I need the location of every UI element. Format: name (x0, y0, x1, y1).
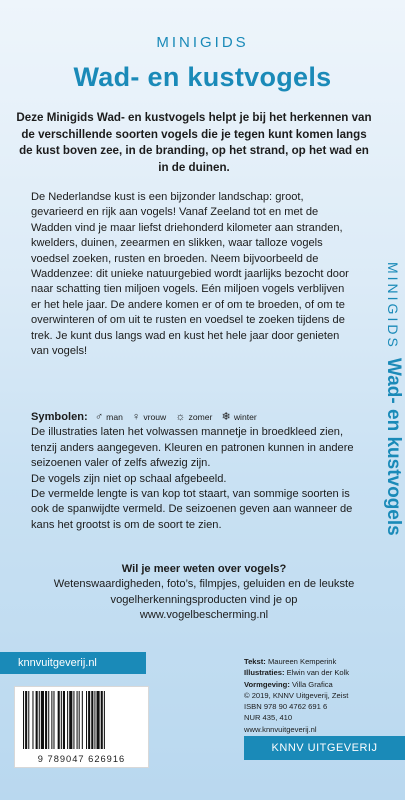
female-icon: ♀ (131, 411, 141, 423)
barcode-bar (53, 691, 54, 749)
barcode-bar (104, 691, 105, 749)
barcode-bar (97, 691, 100, 749)
credit-illustrations (244, 667, 404, 678)
barcode-bar (23, 691, 24, 749)
barcode-bar (82, 691, 83, 749)
barcode-bars (19, 691, 144, 751)
symbols-paragraph: De vogels zijn niet op schaal afgebeeld. (31, 472, 227, 485)
credit-design-label: Vormgeving: (244, 679, 290, 689)
barcode-bar (32, 691, 33, 749)
publisher-url-banner: knnvuitgeverij.nl (0, 652, 146, 674)
barcode-bar (45, 691, 47, 749)
barcode-bar (58, 691, 60, 749)
barcode (14, 686, 149, 768)
symbols-title: Symbolen: (31, 411, 88, 423)
book-title: Wad- en kustvogels (73, 62, 332, 92)
more-info-title: Wil je meer weten over vogels? (121, 563, 287, 575)
barcode-bar (51, 691, 52, 749)
symbols-paragraph: De illustraties laten het volwassen mannetje in broedkleed zien, tenzij anders aangegeven. Kleuren en patronen kunnen in andere seizoenen valer of zelfs afwezig zijn. (31, 426, 354, 470)
credit-copyright: © 2019, KNNV Uitgeverij, Zeist (244, 690, 349, 700)
barcode-bar (41, 691, 44, 749)
body-text (31, 190, 357, 359)
barcode-bar (28, 691, 29, 749)
credit-website: www.knnvuitgeverij.nl (244, 724, 317, 734)
barcode-bar (25, 691, 27, 749)
more-info-url: www.vogelbescherming.nl (139, 609, 269, 622)
series-label: MINIGIDS (156, 34, 249, 51)
symbols-paragraph: De vermelde lengte is van kop tot staart, van sommige soorten is ook de spanwijdte vermeld. De seizoenen geven aan wanneer de kans het grootst is om de soort te zien. (31, 488, 353, 531)
publisher-banner: KNNV UITGEVERIJ (244, 736, 405, 760)
barcode-bar (67, 691, 68, 749)
barcode-bar (73, 691, 74, 749)
snowflake-icon: ❄ (221, 411, 231, 423)
credit-design-value: Villa Grafica (291, 679, 333, 689)
more-info-section (14, 562, 394, 624)
body-paragraph: De Nederlandse kust is een bijzonder landschap: groot, gevarieerd en rijk aan vogels! Vanaf Zeeland tot en met de Wadden vind je maar liefst driehonderd kilometer aan stranden, kwelders, duinen, zeearmen en slikken, waar talloze vogels voedsel zoeken, rusten en broeden. Neem bijvoorbeeld de Waddenzee: dit unieke natuurgebied wordt jaarlijks bezocht door naar schatting tien miljoen vogels. Eén miljoen vogels verblijven er het hele jaar. De andere komen er of om te broeden, of om te overwinteren of om uit te rusten en voedsel te zoeken tijdens de trek. Je kunt dus langs wad en kust het hele jaar door genieten van vogels! (31, 191, 349, 358)
barcode-bar (69, 691, 72, 749)
credit-nur: NUR 435, 410 (244, 713, 293, 723)
credit-design (244, 679, 404, 690)
barcode-bar (77, 691, 78, 749)
symbols-legend (31, 410, 357, 425)
spine (378, 262, 405, 542)
credit-illus-label: Illustraties: (244, 668, 285, 678)
barcode-bar (36, 691, 38, 749)
spine-series-label: MINIGIDS (385, 262, 401, 350)
symbols-section (31, 410, 357, 533)
barcode-bar (86, 691, 87, 749)
credits-block (244, 656, 404, 735)
female-label: vrouw (143, 412, 167, 422)
summer-label: zomer (188, 412, 213, 422)
credit-isbn: ISBN 978 90 4762 691 6 (244, 702, 328, 712)
sun-icon: ☼ (175, 411, 186, 423)
credit-illus-value: Elwin van der Kolk (286, 668, 350, 678)
intro-text: Deze Minigids Wad- en kustvogels helpt je bij het herkennen van de verschillende soorten vogels die je tegen kunt komen langs de kust boven zee, in de branding, op het strand, op het wad en in de duinen. (16, 111, 372, 174)
spine-title: Wad- en kustvogels (383, 357, 404, 536)
barcode-bar (79, 691, 80, 749)
barcode-bar (48, 691, 49, 749)
barcode-bar (39, 691, 40, 749)
barcode-number: 9 789047 626916 (37, 754, 126, 764)
male-icon: ♂ (94, 411, 104, 423)
barcode-bar (88, 691, 90, 749)
winter-label: winter (233, 412, 257, 422)
credit-text-value: Maureen Kemperink (267, 657, 337, 666)
barcode-bar (61, 691, 62, 749)
male-label: man (106, 412, 123, 422)
barcode-bar (63, 691, 65, 749)
credit-text (244, 656, 404, 667)
barcode-bar (101, 691, 103, 749)
more-info-text: Wetenswaardigheden, foto’s, filmpjes, geluiden en de leukste vogelherkenningsproducten vind je op (53, 578, 355, 606)
barcode-bar (91, 691, 93, 749)
barcode-bar (94, 691, 95, 749)
credit-text-label: Tekst: (244, 657, 266, 666)
